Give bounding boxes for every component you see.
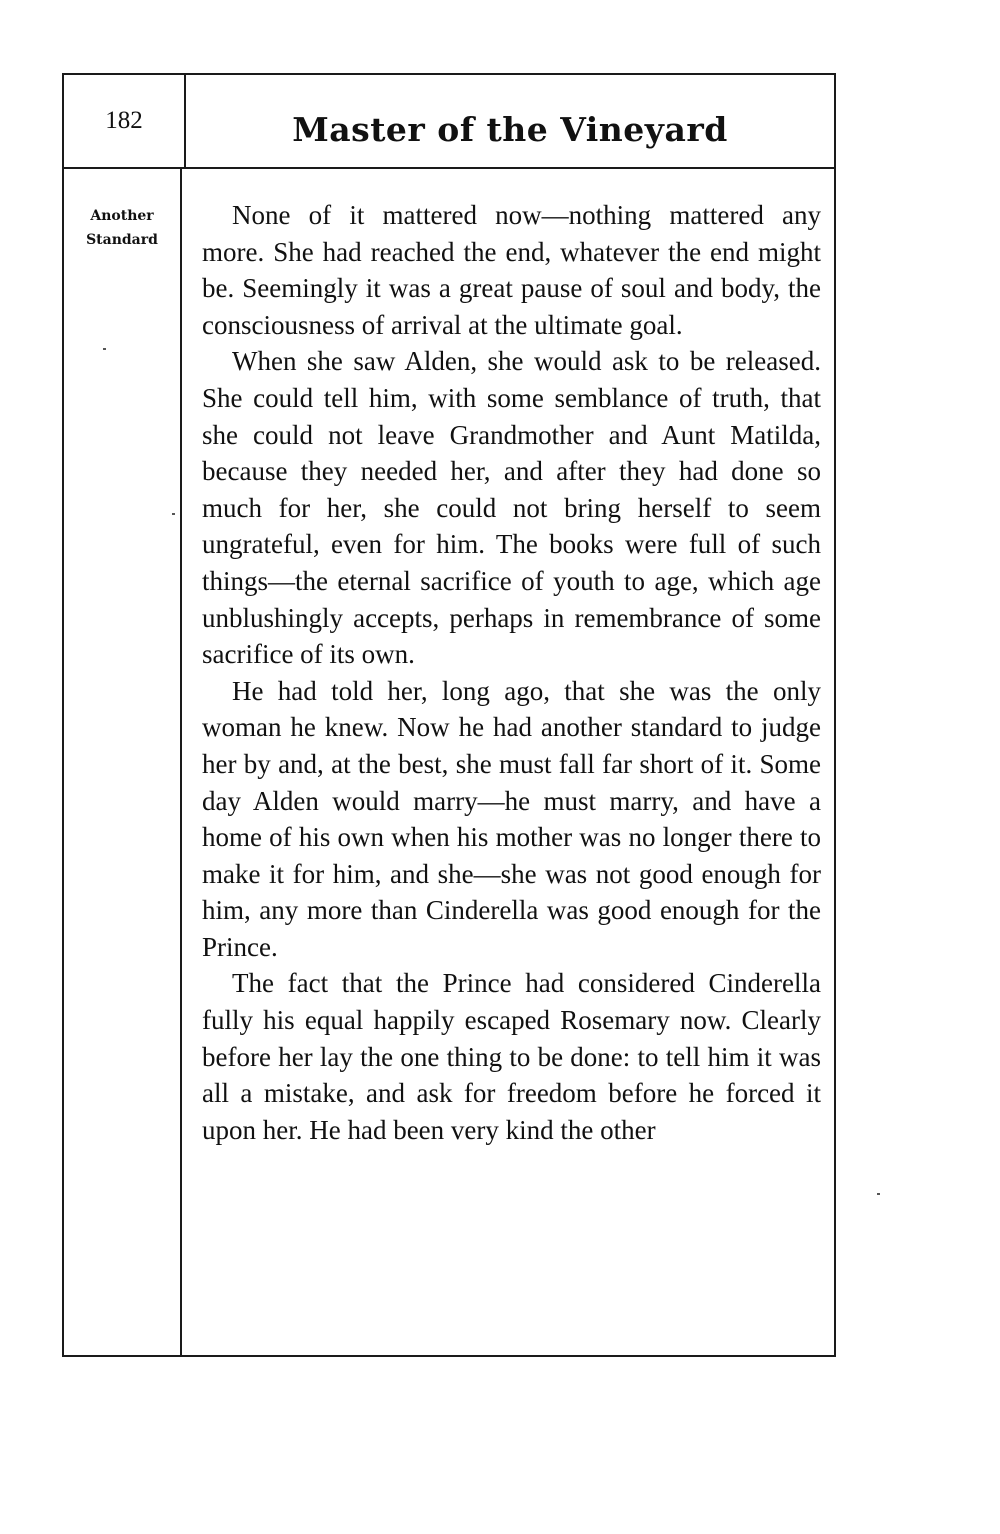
running-title: Master of the Vineyard — [292, 110, 728, 149]
body-text — [202, 197, 821, 1148]
paragraph: None of it mattered now—nothing mattered any more. She had reached the end, whatever the end might be. Seemingly it was a great pause of soul and body, the consciousness of arrival at the ultimate goal. — [202, 200, 821, 340]
paragraph: The fact that the Prince had considered Cinderella fully his equal happily escaped Rosemary now. Clearly before her lay the one thing to be done: to tell him it was all a mistake, and ask for freedom before he forced it upon her. He had been very kind the other — [202, 968, 821, 1145]
page-number: 182 — [64, 75, 186, 169]
scan-speck — [877, 1193, 880, 1195]
page-frame — [62, 73, 836, 1357]
side-note-line-1: Another — [90, 208, 154, 224]
page-header — [64, 75, 834, 169]
side-note — [70, 204, 174, 252]
scan-speck — [103, 348, 106, 350]
scan-speck — [172, 513, 175, 515]
margin-column — [64, 169, 182, 1355]
paragraph: He had told her, long ago, that she was the only woman he knew. Now he had another standard to judge her by and, at the best, she must fall far short of it. Some day Alden would marry—he must marry, and have a home of his own when his mother was no longer there to make it for him, and she—she was not good enough for him, any more than Cinderella was good enough for the Prince. — [202, 675, 821, 962]
side-note-line-2: Standard — [86, 232, 158, 248]
paragraph: When she saw Alden, she would ask to be released. She could tell him, with some semblance of truth, that she could not leave Grandmother and Aunt Matilda, because they needed her, and after they had done so much for her, she could not bring herself to seem ungrateful, even for him. The books were full of such things—the eternal sacrifice of youth to age, which age unblushingly accepts, perhaps in remembrance of some sacrifice of its own. — [202, 346, 821, 670]
